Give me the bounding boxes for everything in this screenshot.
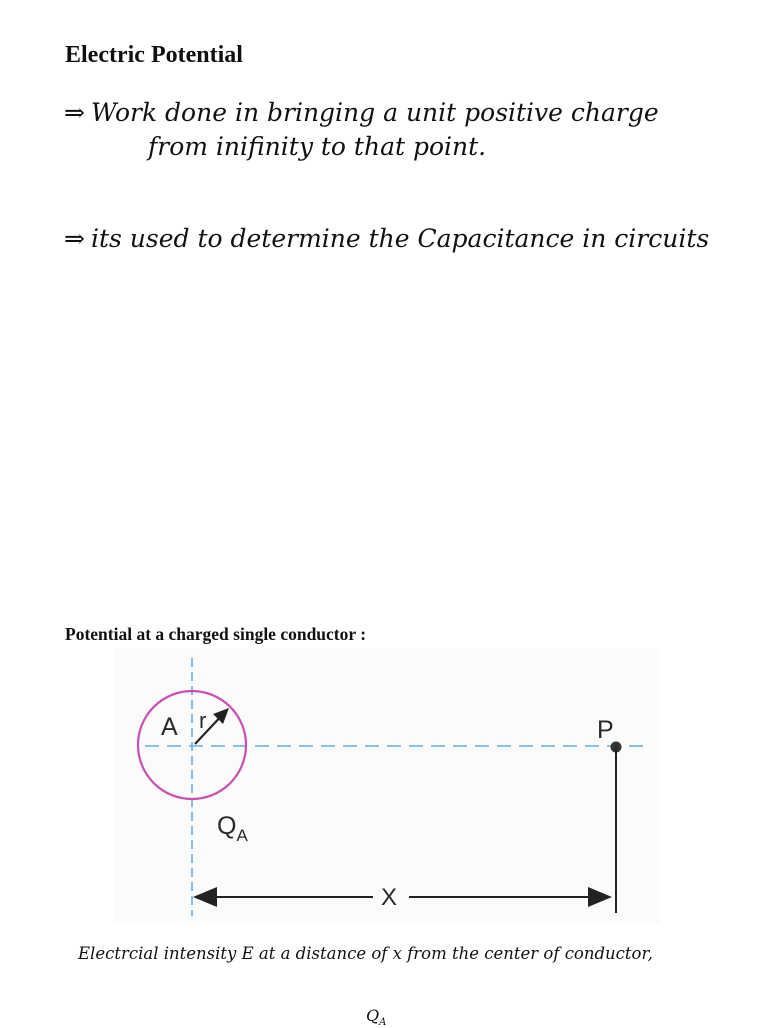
caption-text: Electrcial intensity E at a distance of x from the center of conductor, <box>78 944 653 963</box>
label-q: $Q_A$ <box>217 812 248 845</box>
bullet-text-continued: from inifinity to that point. <box>148 132 487 161</box>
formula-fragment: $Q_A$ <box>366 1006 387 1028</box>
section-subheading: Potential at a charged single conductor : <box>65 624 367 644</box>
label-a: A <box>161 713 178 741</box>
label-p: P <box>597 716 614 744</box>
bullet-text: its used to determine the Capacitance in circuits <box>90 224 710 253</box>
bullet-text: Work done in bringing a unit positive charge <box>90 98 659 127</box>
bullet-capacitance <box>64 222 709 256</box>
bullet-work-done <box>64 96 659 164</box>
figure-background <box>115 648 660 923</box>
label-x: X <box>381 884 398 911</box>
label-r: r <box>199 708 207 733</box>
conductor-diagram-svg <box>115 648 660 923</box>
implies-arrow-icon: ⇒ <box>64 98 85 127</box>
conductor-diagram <box>115 648 660 923</box>
page-title: Electric Potential <box>65 42 243 68</box>
implies-arrow-icon: ⇒ <box>64 224 85 253</box>
